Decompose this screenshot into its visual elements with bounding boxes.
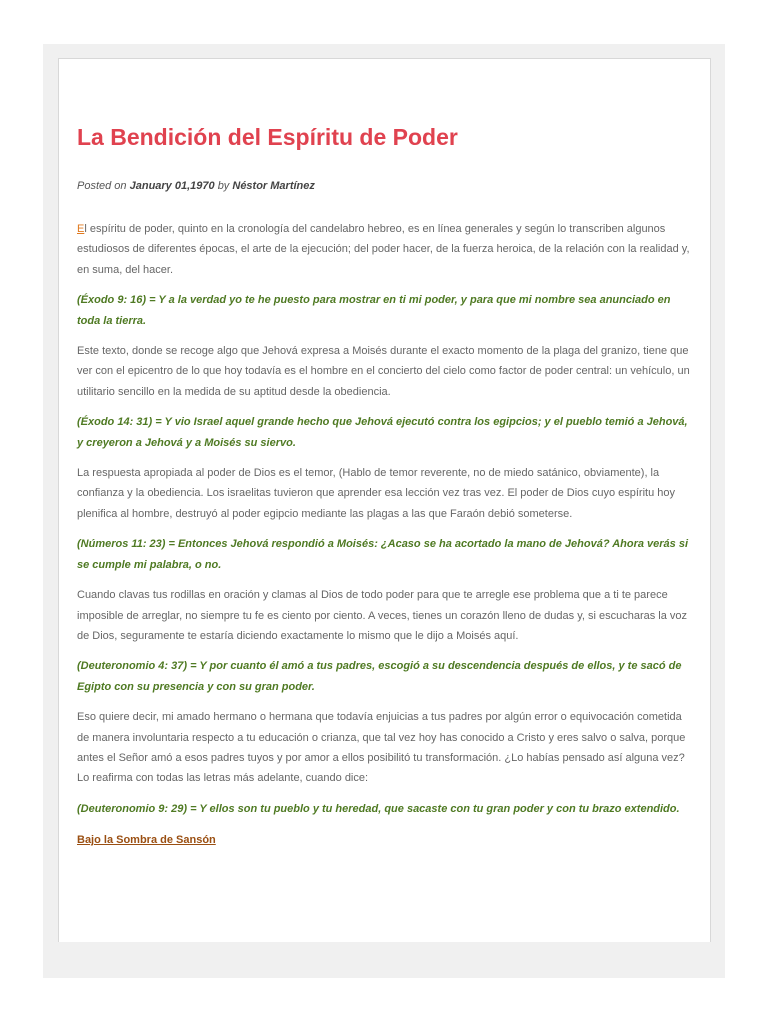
initial-letter: E bbox=[77, 223, 85, 235]
article-title: La Bendición del Espíritu de Poder bbox=[77, 124, 458, 150]
post-author: Néstor Martínez bbox=[232, 180, 315, 192]
intro-paragraph bbox=[77, 219, 691, 280]
verse-deuteronomio-9-29: (Deuteronomio 9: 29) = Y ellos son tu pueblo y tu heredad, que sacaste con tu gran poder y con tu brazo extendido. bbox=[77, 802, 680, 815]
verse-deuteronomio-4-37: (Deuteronomio 4: 37) = Y por cuanto él amó a tus padres, escogió a su descendencia después de ellos, y te sacó de Egipto con su presencia y con su gran poder. bbox=[77, 660, 682, 693]
by-label: by bbox=[217, 180, 230, 192]
posted-on-label: Posted on bbox=[77, 180, 127, 192]
verse-exodo-14-31: (Éxodo 14: 31) = Y vio Israel aquel grande hecho que Jehová ejecutó contra los egipcios; y el pueblo temió a Jehová, y creyeron a Jehová y a Moisés su siervo. bbox=[77, 416, 688, 449]
post-meta bbox=[77, 178, 691, 194]
verse-numeros-11-23: (Números 11: 23) = Entonces Jehová respondió a Moisés: ¿Acaso se ha acortado la mano de Jehová? Ahora verás si se cumple mi palabra, o no. bbox=[77, 538, 689, 571]
paragraph-1: Este texto, donde se recoge algo que Jehová expresa a Moisés durante el exacto momento de la plaga del granizo, tiene que ver con el epicentro de lo que hoy todavía es el hombre en el concierto del cielo como factor de poder central: un vehículo, un utilitario sencillo en la medida de su aptitud desde la obediencia. bbox=[77, 345, 690, 398]
article bbox=[77, 122, 691, 849]
post-date: January 01,1970 bbox=[129, 180, 215, 192]
paragraph-3: Cuando clavas tus rodillas en oración y clamas al Dios de todo poder para que te arregle ese problema que a ti te parece imposible de arreglar, no siempre tu fe es ciento por ciento. A veces, tienes un corazón lleno de dudas y, si escucharas la voz de Dios, seguramente te estaría diciendo exactamente lo mismo que le dijo a Moisés aquí. bbox=[77, 589, 688, 642]
verse-exodo-9-16: (Éxodo 9: 16) = Y a la verdad yo te he puesto para mostrar en ti mi poder, y para que mi nombre sea anunciado en toda la tierra. bbox=[77, 294, 671, 327]
paragraph-2: La respuesta apropiada al poder de Dios es el temor, (Hablo de temor reverente, no de miedo satánico, obviamente), la confianza y la obediencia. Los israelitas tuvieron que aprender esa lección vez tras vez. El poder de Dios cuyo espíritu hoy plenifica al hombre, destruyó al poder egipcio mediante las plagas a las que Faraón debió someterse. bbox=[77, 467, 676, 520]
related-article-link[interactable]: Bajo la Sombra de Sansón bbox=[77, 834, 216, 847]
paragraph-4: Eso quiere decir, mi amado hermano o hermana que todavía enjuicias a tus padres por algún error o equivocación cometida de manera involuntaria respecto a tu educación o crianza, que tal vez hoy has conocido a Cristo y eres salvo o salva, porque antes el Señor amó a esos padres tuyos y por amor a ellos posibilitó tu transformación. ¿Lo habías pensado así alguna vez? Lo reafirma con todas las letras más adelante, cuando dice: bbox=[77, 711, 686, 785]
intro-text: l espíritu de poder, quinto en la cronología del candelabro hebreo, es en línea generales y según lo transcriben algunos estudiosos de diferentes épocas, el arte de la ejecución; del poder hacer, de la fuerza heroica, de la relación con la realidad y, en suma, del hacer. bbox=[77, 223, 690, 276]
